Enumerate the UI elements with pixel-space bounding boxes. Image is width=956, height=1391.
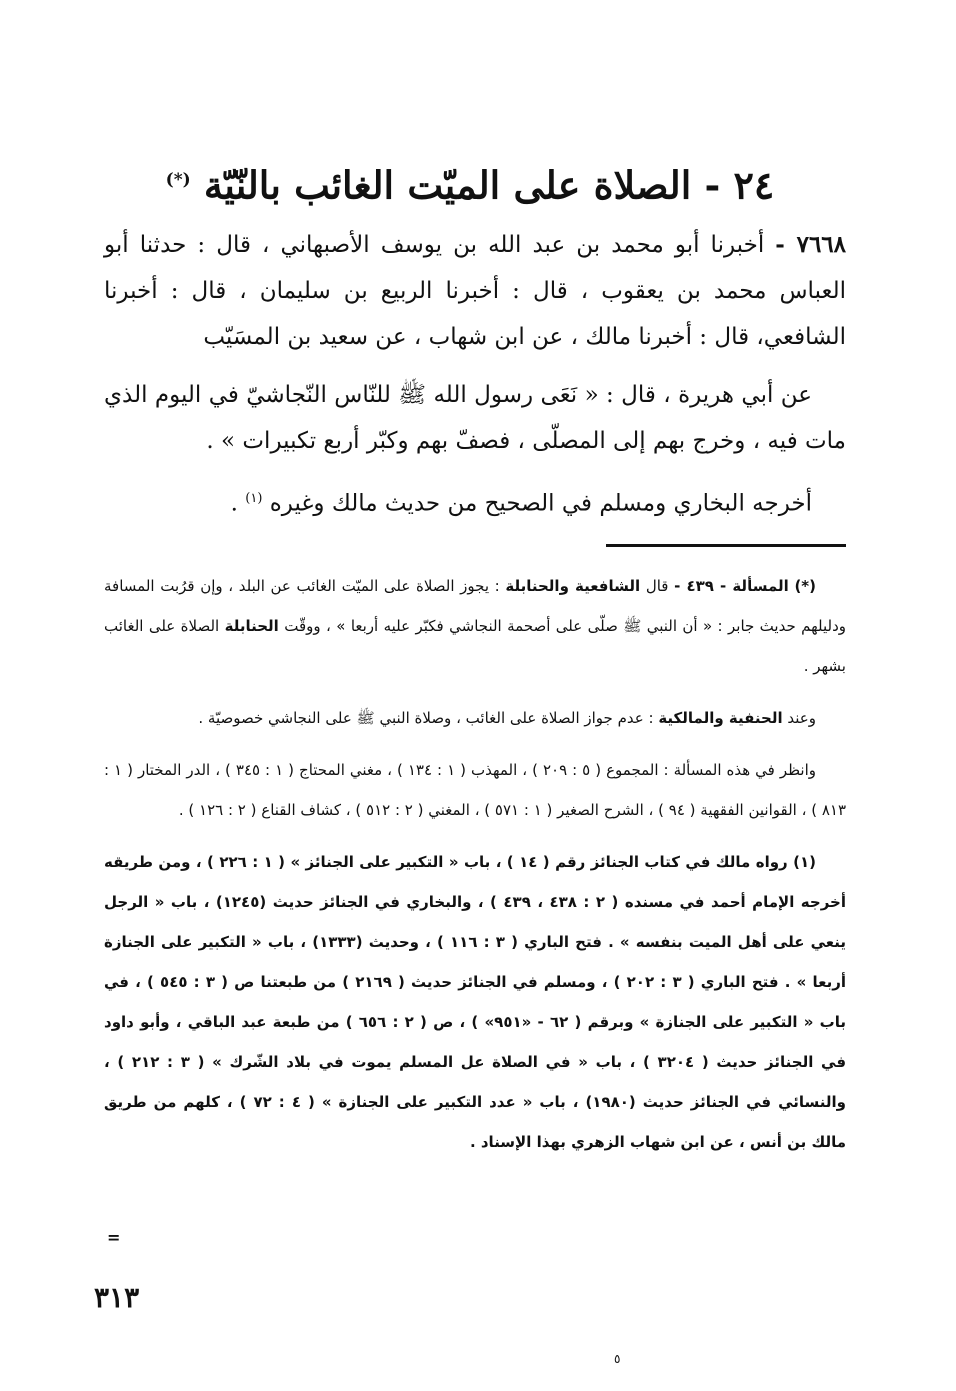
hadith-chain: أخبرنا أبو محمد بن عبد الله بن يوسف الأصبهاني ، قال : حدثنا أبو العباس محمد بن يعقوب ، قال : أخبرنا الربيع بن سليمان ، قال : أخبرنا الشافعي، قال : أخبرنا مالك ، عن ابن شهاب ، عن سعيد بن المسَيّب <box>104 232 846 350</box>
masala-schools: الشافعية والحنابلة <box>505 577 641 595</box>
other-schools: الحنفية والمالكية <box>658 709 783 727</box>
footnote-references: وانظر في هذه المسألة : المجموع ( ٥ : ٢٠٩ ) ، المهذب ( ١ : ١٣٤ ) ، مغني المحتاج ( ١ : ٣٤٥ ) ، الدر المختار ( ١ : ٨١٣ ) ، القوانين الفقهية ( ٩٤ ) ، الشرح الصغير ( ١ : ٥٧١ ) ، المغني ( ٢ : ٥١٢ ) ، كشاف القناع ( ٢ : ١٢٦ ) . <box>104 761 846 819</box>
masala-body: : يجوز الصلاة على الميّت الغائب عن البلد ، وإن قرُبت المسافة ودليلهم حديث جابر : « أن النبي ﷺ صلّى على أصحمة النجاشي فكبّر عليه أربعا » ، ووقّت <box>104 577 846 635</box>
footnote-other-schools <box>104 698 846 738</box>
other-intro: وعند <box>787 709 816 727</box>
footnotes-section <box>104 566 846 1162</box>
footnote-masala <box>104 566 846 686</box>
hadith-takhrij: أخرجه البخاري ومسلم في الصحيح من حديث مالك وغيره <box>269 490 812 517</box>
masala-hanabila: الحنابلة <box>224 617 279 635</box>
signature-mark: ٥ <box>614 1352 621 1366</box>
takhrij-footnote-ref: (١) <box>245 491 263 506</box>
hadith-takhrij-paragraph <box>104 476 846 527</box>
hadith-text: عن أبي هريرة ، قال : « نَعَى رسول الله ﷺ للنّاس النّجاشيّ في اليوم الذي مات فيه ، وخرج بهم إلى المصلّى ، فصفّ بهم وكبّر أربع تكبيرات » . <box>104 382 846 454</box>
page-number: ٣١٣ <box>94 1281 140 1314</box>
chapter-heading <box>100 150 840 216</box>
masala-tail: الصلاة على الغائب بشهر . <box>104 617 846 675</box>
chapter-title: ٢٤ - الصلاة على الميّت الغائب بالنّيّة <box>203 162 775 208</box>
continuation-mark: = <box>107 1228 121 1247</box>
hadith-text-paragraph <box>104 372 846 464</box>
other-body: : عدم جواز الصلاة على الغائب ، وصلاة النبي ﷺ على النجاشي خصوصيّة . <box>198 709 654 727</box>
masala-marker: (*) <box>794 577 817 595</box>
hadith-body <box>104 222 846 527</box>
masala-title: المسألة - ٤٣٩ - <box>674 577 789 595</box>
chapter-footnote-marker: (*) <box>165 170 191 190</box>
footnote-1: (١) رواه مالك في كتاب الجنائز رقم ( ١٤ ) ، باب « التكبير على الجنائز » ( ١ : ٢٢٦ ) ، ومن طريقه أخرجه الإمام أحمد في مسنده ( ٢ : ٤٣٨ ، ٤٣٩ ) ، والبخاري في الجنائز حديث (١٢٤٥) ، باب « الرجل ينعي على أهل الميت بنفسه » . فتح الباري ( ٣ : ١١٦ ) ، وحديث (١٣٣٣) ، باب « التكبير على الجنازة أربعا » . فتح الباري ( ٣ : ٢٠٢ ) ، ومسلم في الجنائز حديث ( ٢١٦٩ ) من طبعتنا ص ( ٣ : ٥٤٥ ) ، في باب « التكبير على الجنازة » وبرقم ( ٦٢ - «٩٥١» ) ، ص ( ٢ : ٦٥٦ ) من طبعة عبد الباقي ، وأبو داود في الجنائز حديث ( ٣٢٠٤ ) ، باب « في الصلاة عل المسلم يموت في بلاد الشّرك » ( ٣ : ٢١٢ ) ، والنسائي في الجنائز حديث (١٩٨٠) ، باب « عدد التكبير على الجنازة » ( ٤ : ٧٢ ) ، كلهم من طريق مالك بن أنس ، عن ابن شهاب الزهري بهذا الإسناد . <box>104 853 847 1151</box>
footnote-separator <box>606 544 846 547</box>
takhrij-end: . <box>230 490 238 517</box>
hadith-number: ٧٦٦٨ - <box>775 231 847 258</box>
hadith-chain-paragraph <box>104 222 846 360</box>
masala-intro: قال <box>645 577 669 595</box>
